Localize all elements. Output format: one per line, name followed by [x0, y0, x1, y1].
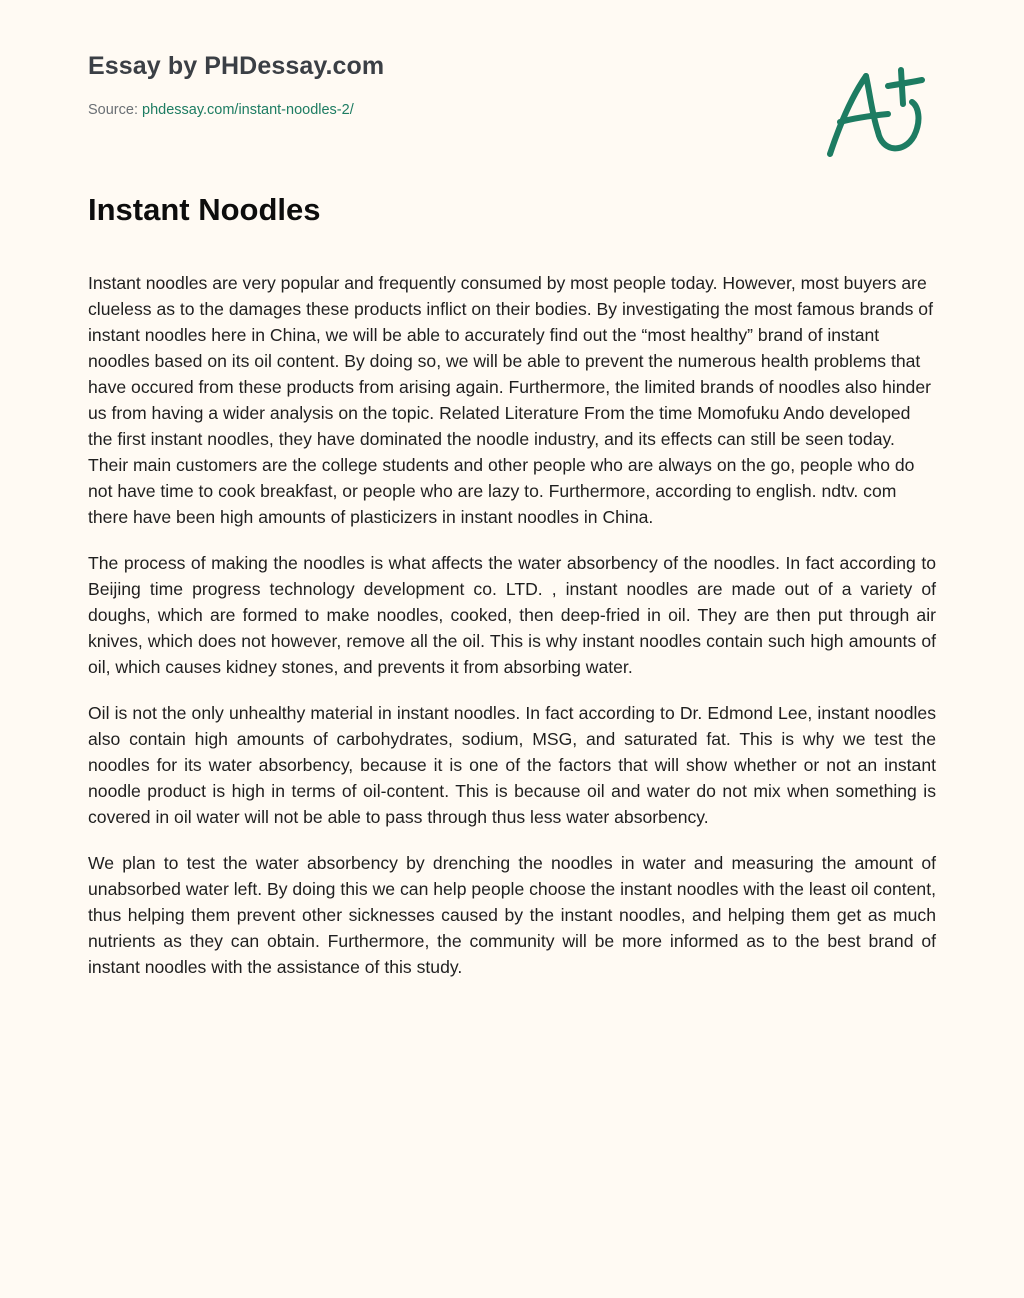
page-title: Instant Noodles: [88, 192, 321, 227]
essay-paragraph: Oil is not the only unhealthy material in instant noodles. In fact according to Dr. Edmond Lee, instant noodles also contain high amounts of carbohydrates, sodium, MSG, and saturated fat. This is why we test the noodles for its water absorbency, because it is one of the factors that will show whether or not an instant noodle product is high in terms of oil-content. This is because oil and water do not mix when something is covered in oil water will not be able to pass through thus less water absorbency.: [88, 703, 936, 827]
page-header: [88, 50, 788, 120]
source-line: [88, 100, 788, 120]
a-plus-grade-icon: [818, 62, 930, 162]
essay-paragraph: We plan to test the water absorbency by drenching the noodles in water and measuring the amount of unabsorbed water left. By doing this we can help people choose the instant noodles with the least oil content, thus helping them prevent other sicknesses caused by the instant noodles, and helping them get as much nutrients as they can obtain. Furthermore, the community will be more informed as to the best brand of instant noodles with the assistance of this study.: [88, 853, 936, 977]
source-label: Source:: [88, 102, 138, 118]
essay-body: [88, 270, 936, 1000]
site-title: Essay by PHDessay.com: [88, 52, 385, 80]
essay-paragraph: Instant noodles are very popular and frequently consumed by most people today. However, most buyers are clueless as to the damages these products inflict on their bodies. By investigating the most famous brands of instant noodles here in China, we will be able to accurately find out the “most healthy” brand of instant noodles based on its oil content. By doing so, we will be able to prevent the numerous health problems that have occured from these products from arising again. Furthermore, the limited brands of noodles also hinder us from having a wider analysis on the topic. Related Literature From the time Momofuku Ando developed the first instant noodles, they have dominated the noodle industry, and its effects can still be seen today. Their main customers are the college students and other people who are always on the go, people who do not have time to cook breakfast, or people who are lazy to. Furthermore, according to english. ndtv. com there have been high amounts of plasticizers in instant noodles in China.: [88, 273, 933, 527]
source-link[interactable]: phdessay.com/instant-noodles-2/: [142, 102, 354, 118]
essay-paragraph: The process of making the noodles is what affects the water absorbency of the noodles. In fact according to Beijing time progress technology development co. LTD. , instant noodles are made out of a variety of doughs, which are formed to make noodles, cooked, then deep-fried in oil. They are then put through air knives, which does not however, remove all the oil. This is why instant noodles contain such high amounts of oil, which causes kidney stones, and prevents it from absorbing water.: [88, 553, 936, 677]
